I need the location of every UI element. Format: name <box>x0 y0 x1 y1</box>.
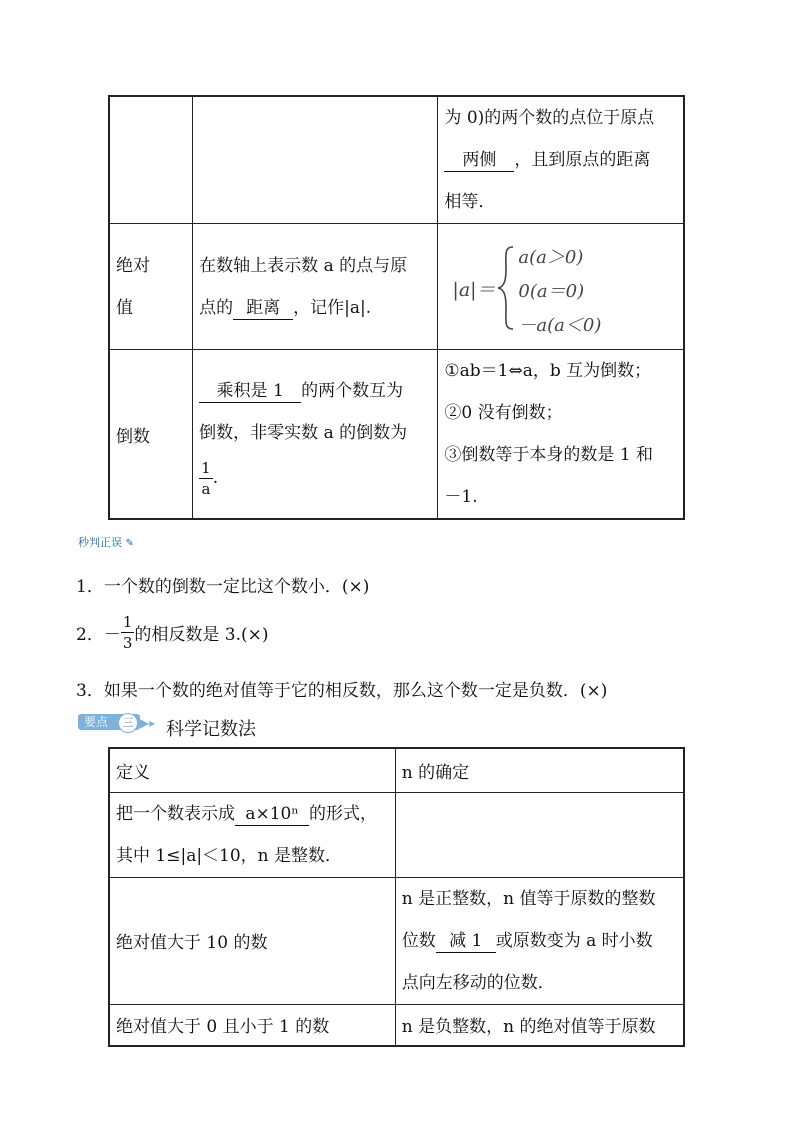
blank-answer: 两侧 <box>444 149 514 172</box>
blank-answer: a×10ⁿ <box>235 803 309 826</box>
cell-empty <box>395 792 684 877</box>
case-positive: a(a＞0) <box>518 246 584 268</box>
case-negative: －a(a＜0) <box>518 314 602 336</box>
cell-opposite-tail <box>438 96 684 224</box>
fraction-denominator: 3 <box>122 634 133 652</box>
text-line: n 是正整数，n 值等于原数的整数 <box>401 888 656 909</box>
section-title: 科学记数法 <box>166 719 256 740</box>
left-brace-icon <box>496 245 516 331</box>
property-line: ①ab＝1⇔a，b 互为倒数； <box>444 361 652 381</box>
quiz-text: 的相反数是 3.(×) <box>134 625 269 645</box>
cell-small-numbers-rule: n 是负整数，n 的绝对值等于原数 <box>395 1004 684 1046</box>
text-line: 点向左移动的位数． <box>401 972 555 993</box>
text-line: 为 0)的两个数的点位于原点 <box>444 108 655 128</box>
badge-number: 三 <box>118 713 138 733</box>
arrow-right-icon: ▶▸ <box>140 716 156 730</box>
cell-form-definition <box>109 792 395 877</box>
quiz-tag-label: 秒判正误 <box>78 536 122 549</box>
fraction-denominator: a <box>201 479 211 498</box>
fraction-numerator: 1 <box>122 613 133 631</box>
text-line: 在数轴上表示数 a 的点与原 <box>199 255 408 276</box>
text-line: 点的 <box>199 297 234 318</box>
blank-answer: 减 1 <box>436 930 496 953</box>
quiz-text: 2．－ <box>76 625 121 645</box>
cell-term-reciprocal <box>109 350 193 520</box>
quiz-tag <box>78 534 134 550</box>
term-label: 值 <box>116 297 133 318</box>
quiz-item-2 <box>76 612 269 653</box>
formula-lhs: |a|＝ <box>452 278 496 301</box>
cell-properties-reciprocal <box>438 350 684 520</box>
property-line: ②0 没有倒数； <box>444 403 563 423</box>
cell-empty-def <box>193 96 438 224</box>
fraction-one-third <box>121 612 135 653</box>
pencil-icon: ✎ <box>125 538 134 549</box>
text-line: ，记作|a|. <box>293 297 372 318</box>
cell-term-absolute-value <box>109 224 193 350</box>
text-line: 其中 1≤|a|＜10，n 是整数． <box>116 845 343 866</box>
cell-definition-absolute-value <box>193 224 438 350</box>
cell-large-numbers: 绝对值大于 10 的数 <box>109 877 395 1004</box>
cell-definition-reciprocal <box>193 350 438 520</box>
cell-formula-absolute-value <box>438 224 684 350</box>
header-definition: 定义 <box>109 748 395 792</box>
text-line: 的形式， <box>309 803 377 824</box>
cell-empty-name <box>109 96 193 224</box>
table-concepts <box>108 95 685 520</box>
text-line: . <box>212 467 219 488</box>
section-badge <box>78 712 162 732</box>
cell-small-numbers: 绝对值大于 0 且小于 1 的数 <box>109 1004 395 1046</box>
text-line: 或原数变为 a 时小数 <box>495 930 653 951</box>
term-label: 绝对 <box>116 255 150 276</box>
property-line: ③倒数等于本身的数是 1 和 <box>444 445 654 465</box>
text-line: 倒数，非零实数 a 的倒数为 <box>199 422 408 443</box>
badge-pill: 要点 <box>78 714 140 730</box>
text-line: 相等． <box>444 192 496 212</box>
table-scientific-notation <box>108 747 685 1047</box>
cell-large-numbers-rule <box>395 877 684 1004</box>
blank-answer: 乘积是 1 <box>199 380 301 403</box>
blank-answer: 距离 <box>233 297 293 320</box>
header-n-rule: n 的确定 <box>395 748 684 792</box>
piecewise-formula <box>444 237 683 337</box>
quiz-item-1: 1．一个数的倒数一定比这个数小．(×) <box>76 577 370 597</box>
case-zero: 0(a＝0) <box>518 280 585 302</box>
quiz-item-3: 3．如果一个数的绝对值等于它的相反数，那么这个数一定是负数．(×) <box>76 681 608 701</box>
property-line: －1. <box>444 487 478 507</box>
text-line: 的两个数互为 <box>301 380 404 401</box>
fraction-numerator: 1 <box>201 458 211 477</box>
fraction-one-over-a <box>199 458 213 499</box>
term-label: 倒数 <box>116 426 150 447</box>
text-line: 位数 <box>401 930 436 951</box>
text-line: 把一个数表示成 <box>116 803 235 824</box>
text-line: ，且到原点的距离 <box>514 150 651 170</box>
